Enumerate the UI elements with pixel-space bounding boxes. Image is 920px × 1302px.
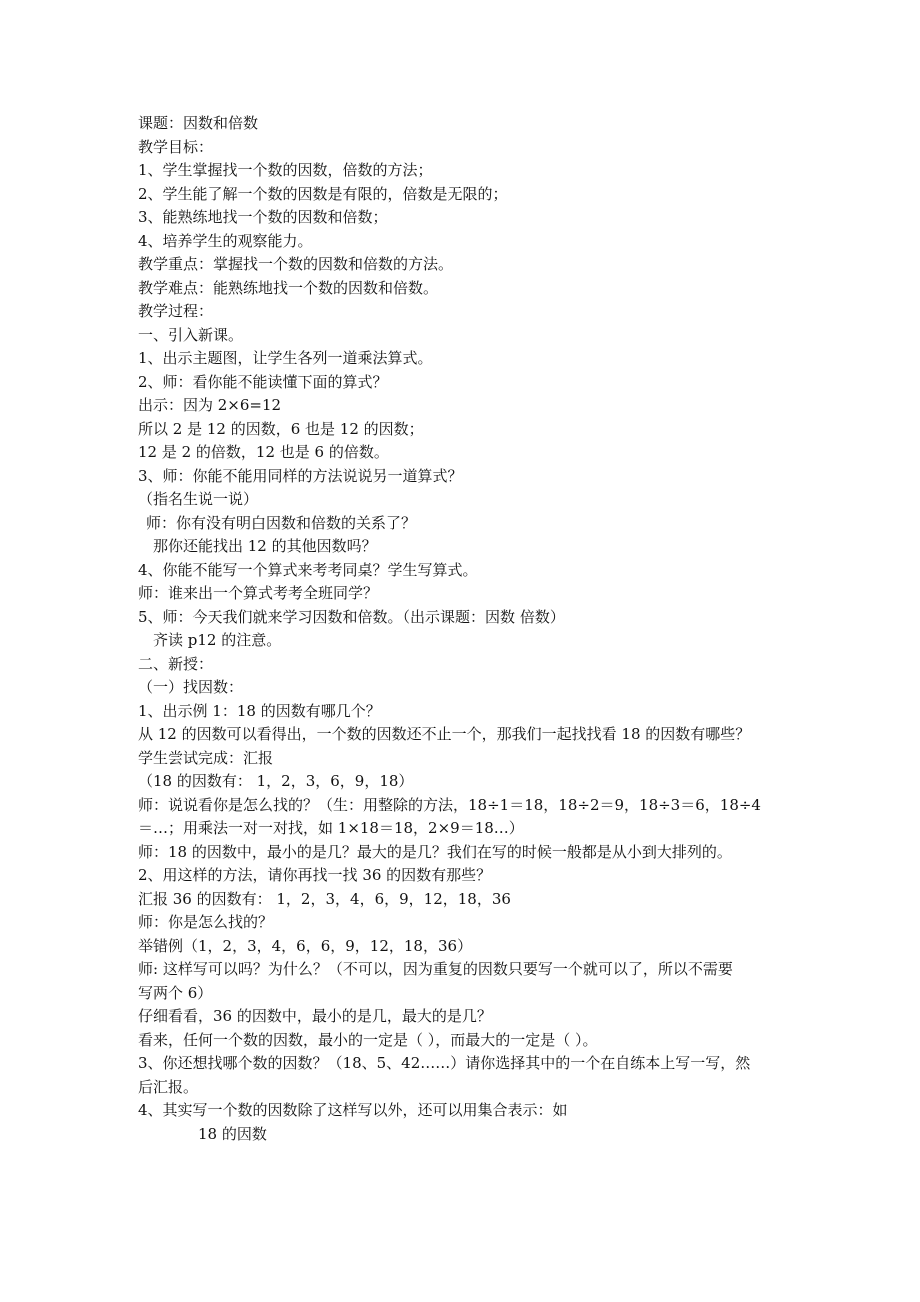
text-line: 从 12 的因数可以看得出，一个数的因数还不止一个，那我们一起找找看 18 的因数有哪些？	[138, 725, 751, 743]
subsection-heading: （一）找因数：	[138, 678, 244, 696]
objective-item: 4、培养学生的观察能力。	[138, 231, 313, 250]
text-line: 学生尝试完成：汇报	[138, 748, 274, 767]
key-point: 教学重点：掌握找一个数的因数和倍数的方法。	[138, 255, 454, 273]
text-line: 写两个 6）	[138, 983, 213, 1002]
section-heading: 二、新授：	[138, 654, 214, 673]
text-line: 汇报 36 的因数有： 1，2，3，4，6，9，12，18，36	[138, 889, 511, 908]
text-line: 12 是 2 的倍数，12 也是 6 的倍数。	[138, 443, 389, 461]
objectives-heading: 教学目标：	[138, 137, 214, 156]
text-line: 仔细看看，36 的因数中，最小的是几，最大的是几？	[138, 1007, 492, 1025]
text-line: ＝…；用乘法一对一对找，如 1×18＝18，2×9＝18…）	[138, 819, 524, 837]
text-line: 2、用这样的方法，请你再找一找 36 的因数有那些？	[138, 866, 492, 884]
text-line: 3、师：你能不能用同样的方法说说另一道算式？	[138, 466, 463, 485]
text-line: 师: 这样写可以吗？为什么？（不可以，因为重复的因数只要写一个就可以了，所以不需要	[138, 960, 733, 978]
objective-item: 1、学生掌握找一个数的因数，倍数的方法；	[138, 161, 433, 179]
text-line: 齐读 p12 的注意。	[153, 631, 282, 649]
text-line: 师：你有没有明白因数和倍数的关系了？	[146, 513, 417, 532]
difficult-point: 教学难点：能熟练地找一个数的因数和倍数。	[138, 278, 439, 297]
text-line: 5、师：今天我们就来学习因数和倍数。（出示课题：因数 倍数）	[138, 607, 565, 626]
text-line: （18 的因数有： 1，2，3，6，9，18）	[138, 772, 414, 790]
text-line: 师：18 的因数中，最小的是几？最大的是几？我们在写的时候一般都是从小到大排列的。	[138, 842, 732, 861]
text-line: 1、出示主题图，让学生各列一道乘法算式。	[138, 349, 433, 367]
text-line: 1、出示例 1：18 的因数有哪几个？	[138, 701, 381, 720]
objective-item: 2、学生能了解一个数的因数是有限的，倍数是无限的；	[138, 184, 508, 203]
text-line: 出示：因为 2×6=12	[138, 396, 282, 414]
text-line: 3、你还想找哪个数的因数？（18、5、42……）请你选择其中的一个在自练本上写一写，然	[138, 1054, 751, 1072]
text-line: 师：说说看你是怎么找的？（生：用整除的方法，18÷1＝18，18÷2＝9，18÷3＝6，18÷4	[138, 795, 761, 814]
text-line: 2、师：看你能不能读懂下面的算式？	[138, 372, 388, 391]
text-line: 看来，任何一个数的因数，最小的一定是（ ），而最大的一定是（ ）。	[138, 1030, 598, 1049]
text-line: 举错例（1，2，3，4，6，6，9，12，18，36）	[138, 936, 473, 955]
objective-item: 3、能熟练地找一个数的因数和倍数；	[138, 208, 388, 226]
text-line: 师：你是怎么找的？	[138, 913, 274, 931]
lesson-title: 课题：因数和倍数	[138, 114, 259, 132]
lesson-plan-text	[138, 112, 788, 1146]
text-line: 后汇报。	[138, 1077, 199, 1096]
section-heading: 一、引入新课。	[138, 325, 244, 344]
text-line: 4、你能不能写一个算式来考考同桌？学生写算式。	[138, 560, 478, 579]
text-line: 所以 2 是 12 的因数，6 也是 12 的因数；	[138, 419, 424, 438]
text-line: （指名生说一说）	[138, 490, 259, 508]
set-label: 18 的因数	[198, 1124, 267, 1143]
text-line: 4、其实写一个数的因数除了这样写以外，还可以用集合表示：如	[138, 1101, 568, 1119]
text-line: 那你还能找出 12 的其他因数吗？	[153, 537, 377, 555]
text-line: 师：谁来出一个算式考考全班同学？	[138, 584, 379, 602]
process-heading: 教学过程：	[138, 302, 214, 320]
